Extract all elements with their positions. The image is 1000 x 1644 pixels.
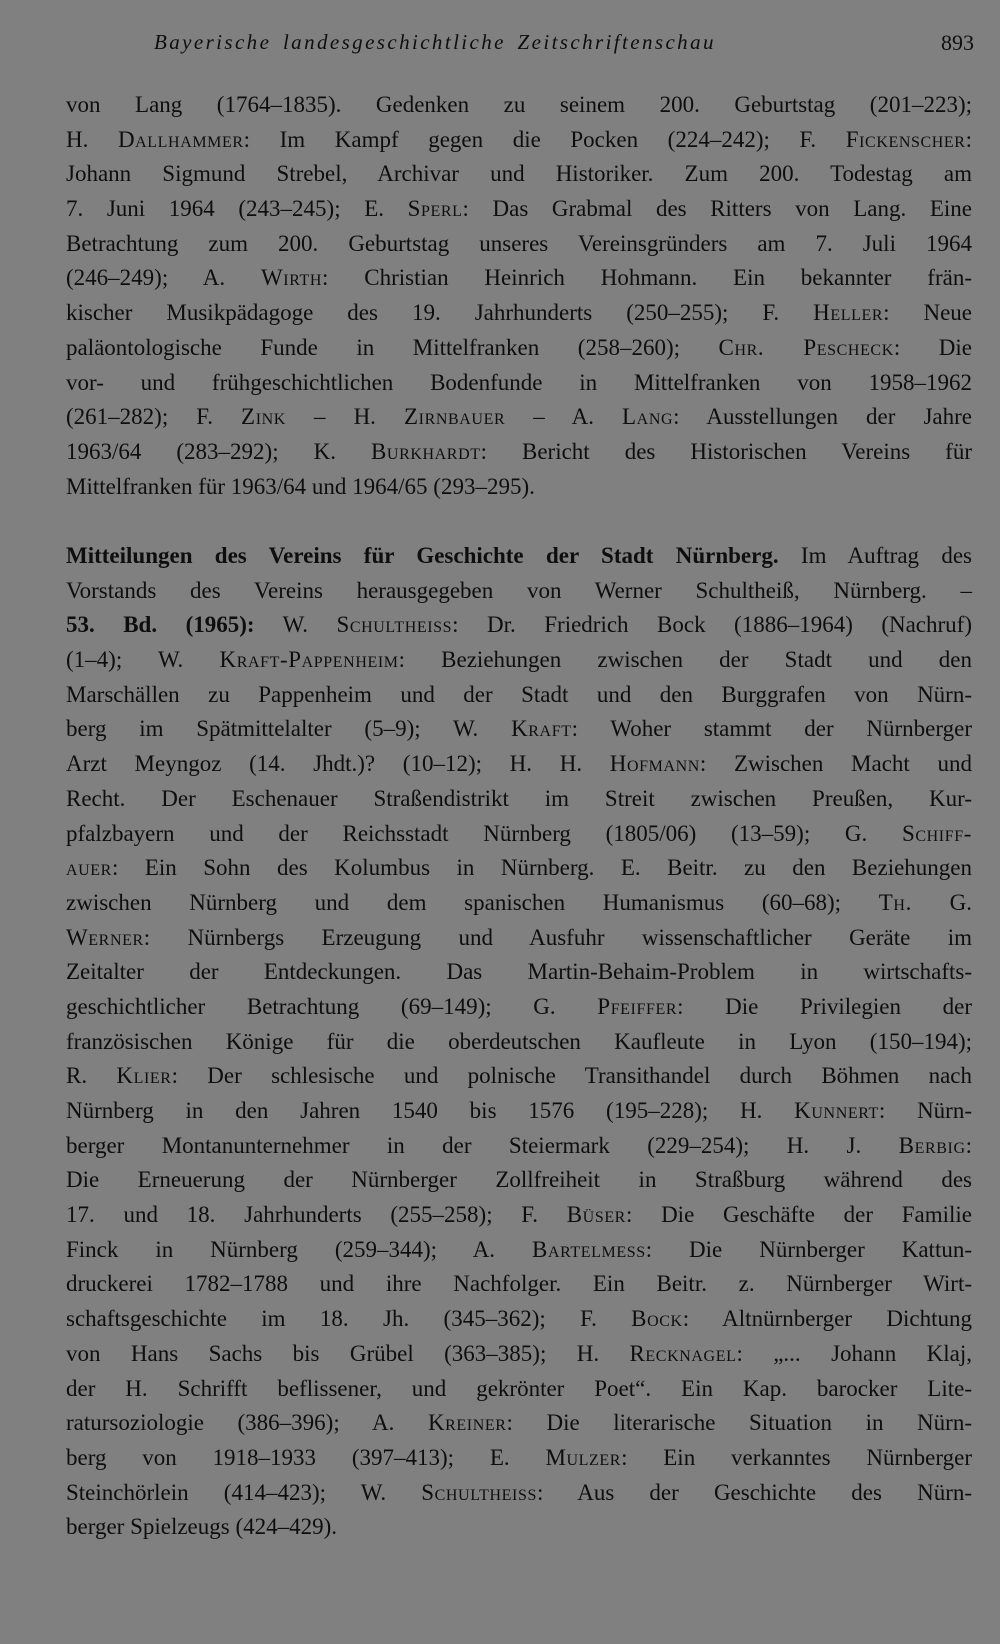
text-segment: Die Erneuerung der Nürnberger Zollfreiheit in Straßburg während des: [66, 1167, 972, 1193]
text-line: [66, 782, 972, 817]
author-name: Schultheiss: [421, 1479, 537, 1505]
author-name: Hofmann: [609, 751, 700, 777]
text-segment: : Im Kampf gegen die Pocken (224–242); F.: [243, 126, 846, 152]
text-segment: : Bericht des Historischen Vereins für: [480, 438, 972, 464]
text-segment: – H.: [285, 404, 404, 430]
text-line: [66, 886, 972, 921]
text-segment: : Dr. Friedrich Bock (1886–1964) (Nachruf): [452, 612, 972, 638]
text-segment: vor- und frühgeschichtlichen Bodenfunde in Mittelfranken von 1958–1962: [66, 369, 972, 395]
author-name: Bock: [631, 1306, 683, 1332]
text-segment: zwischen Nürnberg und dem spanischen Humanismus (60–68);: [66, 889, 879, 915]
text-segment: : Der schlesische und polnische Transithandel durch Böhmen nach: [171, 1063, 973, 1089]
text-line: [66, 1094, 972, 1129]
text-segment: berger Montanunternehmer in der Steiermark (229–254); H. J.: [66, 1132, 899, 1158]
text-segment: : Die literarische Situation in Nürn-: [506, 1410, 972, 1436]
author-name: Mulzer: [545, 1444, 622, 1470]
text-segment: G.: [911, 889, 972, 915]
text-segment: : Neue: [883, 300, 972, 326]
author-name: Dallhammer: [117, 126, 244, 152]
text-segment: Finck in Nürnberg (259–344); A.: [66, 1236, 532, 1262]
text-segment: : Altnürnberger Dichtung: [682, 1306, 972, 1332]
text-line: [66, 574, 972, 609]
page-number: 893: [941, 30, 974, 55]
text-segment: : Ein Sohn des Kolumbus in Nürnberg. E. Beitr. zu den Beziehungen: [111, 855, 972, 881]
text-line: [66, 1441, 972, 1476]
author-name: Chr. Pescheck: [718, 334, 894, 360]
author-name: Kreiner: [427, 1410, 507, 1436]
text-segment: Arzt Meyngoz (14. Jhdt.)? (10–12); H. H.: [66, 751, 610, 777]
text-line: [66, 435, 972, 470]
text-segment: (261–282); F.: [66, 404, 242, 430]
author-name: Kraft-Pappenheim: [219, 647, 399, 673]
author-name: auer: [66, 855, 112, 881]
author-name: Recknagel: [629, 1340, 737, 1366]
text-segment: : Woher stammt der Nürnberger: [571, 716, 973, 742]
author-name: Klier: [116, 1063, 172, 1089]
text-segment: 7. Juni 1964 (243–245); E.: [66, 196, 408, 222]
author-name: Th.: [878, 889, 912, 915]
author-name: Zink: [241, 404, 286, 430]
text-segment: Mittelfranken für 1963/64 und 1964/65 (293–295).: [66, 473, 535, 499]
author-name: Heller: [813, 300, 884, 326]
author-name: Berbig: [898, 1132, 966, 1158]
text-line: [66, 1372, 972, 1407]
text-segment: Johann Sigmund Strebel, Archivar und Historiker. Zum 200. Todestag am: [66, 161, 972, 187]
text-line: [66, 1476, 972, 1511]
text-segment: 17. und 18. Jahrhunderts (255–258); F.: [66, 1202, 567, 1228]
text-line: [66, 1163, 972, 1198]
text-line: [66, 88, 972, 123]
text-segment: geschichtlicher Betrachtung (69–149); G.: [66, 993, 598, 1019]
author-name: Kraft: [511, 716, 572, 742]
text-line: [66, 470, 972, 505]
author-name: Bartelmess: [532, 1236, 646, 1262]
text-segment: (1–4); W.: [66, 647, 220, 673]
text-segment: der H. Schrifft beflissener, und gekrönter Poet“. Ein Kap. barocker Lite-: [66, 1375, 972, 1401]
text-line: [66, 1302, 972, 1337]
text-segment: berger Spielzeugs (424–429).: [66, 1514, 338, 1540]
author-name: Lang: [622, 404, 674, 430]
author-name: Pfeiffer: [597, 993, 678, 1019]
text-line: [66, 643, 972, 678]
text-segment: berg im Spätmittelalter (5–9); W.: [66, 716, 512, 742]
running-header: [66, 30, 974, 64]
paragraph-2: [66, 539, 972, 1545]
author-name: Schultheiss: [336, 612, 453, 638]
text-segment: Steinchörlein (414–423); W.: [66, 1479, 422, 1505]
text-line: [66, 955, 972, 990]
text-line: [66, 227, 972, 262]
text-segment: : Beziehungen zwischen der Stadt und den: [398, 647, 973, 673]
text-segment: paläontologische Funde in Mittelfranken (258–260);: [66, 334, 719, 360]
text-line: [66, 990, 972, 1025]
text-segment: 1963/64 (283–292); K.: [66, 438, 371, 464]
text-segment: Betrachtung zum 200. Geburtstag unseres Vereinsgründers am 7. Juli 1964: [66, 230, 972, 256]
text-segment: : Die Privilegien der: [677, 993, 972, 1019]
text-segment: druckerei 1782–1788 und ihre Nachfolger. Ein Beitr. z. Nürnberger Wirt-: [66, 1271, 972, 1297]
text-segment: von Lang (1764–1835). Gedenken zu seinem 200. Geburtstag (201–223);: [66, 92, 972, 117]
author-name: Kunnert: [794, 1098, 879, 1123]
running-title: Bayerische landesgeschichtliche Zeitschriftenschau: [154, 30, 716, 54]
text-segment: : Ausstellungen der Jahre: [673, 404, 972, 430]
text-segment: Nürnberg in den Jahren 1540 bis 1576 (195–228); H.: [66, 1098, 795, 1123]
text-segment: Marschällen zu Pappenheim und der Stadt und den Burggrafen von Nürn-: [66, 681, 972, 707]
text-segment: : Aus der Geschichte des Nürn-: [536, 1479, 973, 1505]
text-segment: :: [965, 126, 972, 152]
text-line: [66, 1198, 972, 1233]
bold-text: Mitteilungen des Vereins für Geschichte der Stadt Nürnberg.: [66, 543, 779, 568]
text-segment: : Nürnbergs Erzeugung und Ausfuhr wissenschaftlicher Geräte im: [143, 924, 972, 950]
author-name: Werner: [66, 924, 144, 950]
text-line: [66, 400, 972, 435]
text-segment: W.: [254, 612, 337, 638]
author-name: Burkhardt: [370, 438, 481, 464]
text-segment: : Die Nürnberger Kattun-: [645, 1236, 972, 1262]
text-line: [66, 1025, 972, 1060]
text-line: [66, 1129, 972, 1164]
text-line: [66, 331, 972, 366]
text-segment: (246–249); A.: [66, 265, 261, 291]
text-segment: pfalzbayern und der Reichsstadt Nürnberg (1805/06) (13–59); G.: [66, 820, 902, 846]
text-line: [66, 296, 972, 331]
text-line: [66, 157, 972, 192]
text-line: [66, 366, 972, 401]
author-name: Wirth: [260, 265, 323, 291]
text-line: [66, 608, 972, 643]
text-line: [66, 1233, 972, 1268]
author-name: Schiff-: [901, 820, 972, 846]
text-segment: : Das Grabmal des Ritters von Lang. Eine: [462, 196, 972, 222]
text-line: [66, 192, 972, 227]
paragraph-1: [66, 88, 972, 504]
text-line: [66, 712, 972, 747]
text-segment: : Zwischen Macht und: [699, 751, 972, 777]
author-name: Zirnbauer: [404, 404, 506, 430]
text-segment: ratursoziologie (386–396); A.: [66, 1410, 428, 1436]
text-line: [66, 1510, 972, 1545]
text-segment: : Christian Heinrich Hohmann. Ein bekannter frän-: [322, 265, 972, 291]
text-segment: Zeitalter der Entdeckungen. Das Martin-Behaim-Problem in wirtschafts-: [66, 959, 972, 985]
text-line: [66, 817, 972, 852]
text-line: [66, 921, 972, 956]
author-name: Sperl: [407, 196, 463, 222]
text-line: [66, 747, 972, 782]
text-segment: Recht. Der Eschenauer Straßendistrikt im Streit zwischen Preußen, Kur-: [66, 785, 972, 811]
text-segment: : „... Johann Klaj,: [736, 1340, 972, 1366]
text-segment: : Die Geschäfte der Familie: [625, 1202, 972, 1228]
text-line: [66, 261, 972, 296]
text-segment: Im Auftrag des: [778, 543, 972, 568]
text-line: [66, 123, 972, 158]
text-segment: – A.: [505, 404, 623, 430]
text-line: [66, 539, 972, 574]
text-segment: : Ein verkanntes Nürnberger: [621, 1444, 972, 1470]
text-line: [66, 1337, 972, 1372]
text-line: [66, 1267, 972, 1302]
text-line: [66, 851, 972, 886]
bold-text: 53. Bd. (1965):: [66, 612, 255, 638]
text-segment: berg von 1918–1933 (397–413); E.: [66, 1444, 546, 1470]
text-line: [66, 1059, 972, 1094]
text-segment: von Hans Sachs bis Grübel (363–385); H.: [66, 1340, 630, 1366]
text-segment: französischen Könige für die oberdeutschen Kaufleute in Lyon (150–194);: [66, 1028, 972, 1054]
text-segment: Vorstands des Vereins herausgegeben von Werner Schultheiß, Nürnberg. –: [66, 577, 972, 603]
text-segment: :: [965, 1132, 972, 1158]
text-line: [66, 678, 972, 713]
author-name: Büser: [566, 1202, 626, 1228]
text-segment: R.: [66, 1063, 117, 1089]
text-segment: kischer Musikpädagoge des 19. Jahrhunderts (250–255); F.: [66, 300, 814, 326]
text-segment: : Die: [893, 334, 972, 360]
text-line: [66, 1406, 972, 1441]
author-name: Fickenscher: [845, 126, 966, 152]
text-segment: H.: [66, 126, 118, 152]
text-segment: : Nürn-: [878, 1098, 972, 1123]
text-segment: schaftsgeschichte im 18. Jh. (345–362); F.: [66, 1306, 632, 1332]
